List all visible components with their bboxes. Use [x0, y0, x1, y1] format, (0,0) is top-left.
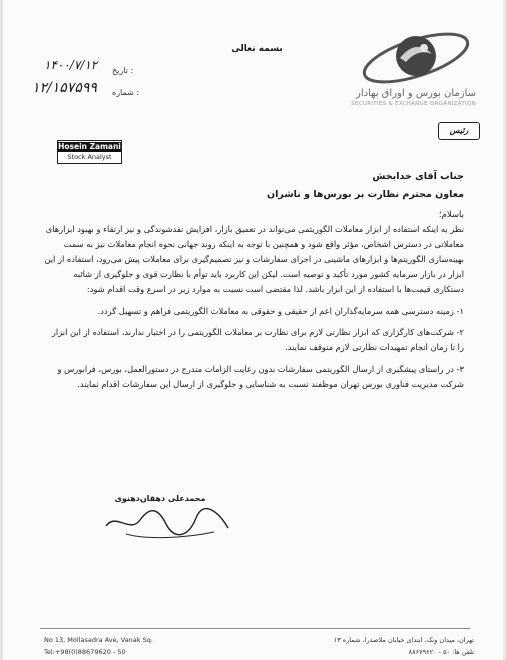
footer-divider [40, 628, 470, 629]
footer-tel-en: Tel:+98(0)88679620 - 50 [44, 648, 126, 656]
body-paragraph: ۳- در راستای پیشگیری از ارسال الگوریتمی سفارشات بدون رعایت الزامات مندرج در دستورالعمل، بورس، فرابورس و شرکت مدیریت فناوری بورس تهران موظفند نسبت به شناسایی و جلوگیری از ارسال این سفارشات اقدام نمایند. [57, 364, 464, 390]
body-paragraph: ۲- شرکت‌های کارگزاری که ابزار نظارتی لازم برای نظارت بر معاملات الگوریتمی را در اختیار ندارند، استفاده از این ابزار را تا زمان انجام تمهیدات نظارتی لازم متوقف نمایند. [51, 327, 464, 353]
footer-address-english [44, 634, 153, 658]
body-paragraph: نظر به اینکه استفاده از ابزار معاملات الگوریتمی می‌تواند در تعمیق بازار، افزایش نقدشوندگی و نیز ارتقاء و بهبود ابزارهای معاملاتی در دسترس اشخاص، مؤثر واقع شود و همچنین با توجه به اینکه روند جهانی نحوه انجام معاملات نیز به سمت بهینه‌سازی الگوریتم‌ها و ابزارهای ماشینی در اجرای سفارشات و نیز تصمیم‌گیری برای معاملات پیش می‌رود، استفاده از این ابزار در بازار سرمایه کشور مورد تأکید و توصیه است. لیکن این کاربرد باید توأم با نظارت قوی و جلوگیری از شائبه دستکاری قیمت‌ها با استفاده از این ابزار باشد. لذا مقتضی است نسبت به موارد زیر در اسرع وقت اقدام شود: [44, 224, 464, 294]
besmele-heading: بسمه تعالی [231, 44, 283, 54]
chief-stamp: رئیس [438, 122, 480, 140]
footer-address-persian [244, 634, 474, 658]
signatory-name: محمدعلی دهقان‌دهنوی [114, 494, 206, 503]
body-paragraph: ۱- زمینه دسترسی همه سرمایه‌گذاران اعم از حقیقی و حقوقی به معاملات الگوریتمی فراهم و تسهیل گردد. [97, 305, 464, 316]
date-value: ۱۴۰۰/۷/۱۲ [44, 58, 98, 72]
letter-number-value: ۱۲/۱۵۷۵۹۹ [32, 80, 97, 96]
handwritten-signature [96, 504, 236, 544]
recipient-block [84, 168, 464, 204]
footer-address-en: No 13, Mollasadra Ave, Vanak Sq. [44, 636, 153, 644]
analyst-name: Hosein Zamani [58, 142, 121, 151]
salutation: باسلام؛ [438, 210, 464, 220]
analyst-role: Stock Analyst [67, 153, 112, 161]
footer-address-fa: تهران، میدان ونک، ابتدای خیابان ملاصدرا، شماره ۱۳ [333, 636, 474, 644]
analyst-stamp [57, 140, 122, 164]
organization-name: سازمان بورس و اوراق بهادار [355, 88, 476, 99]
number-label: شماره : [112, 88, 140, 97]
footer-tel-fa: تلفن ها: ۵۰ - ۸۸۶۷۹۶۲۰ [408, 648, 474, 656]
organization-logo-icon [356, 18, 476, 98]
date-label: تاریخ : [112, 66, 134, 75]
organization-name-english: SECURITIES & EXCHANGE ORGANIZATION [351, 101, 476, 107]
letter-body [44, 222, 464, 399]
recipient-title: معاون محترم نظارت بر بورس‌ها و ناشران [267, 189, 464, 200]
recipient-name: جناب آقای خدابخش [372, 171, 464, 182]
scan-edge-left [0, 0, 3, 660]
